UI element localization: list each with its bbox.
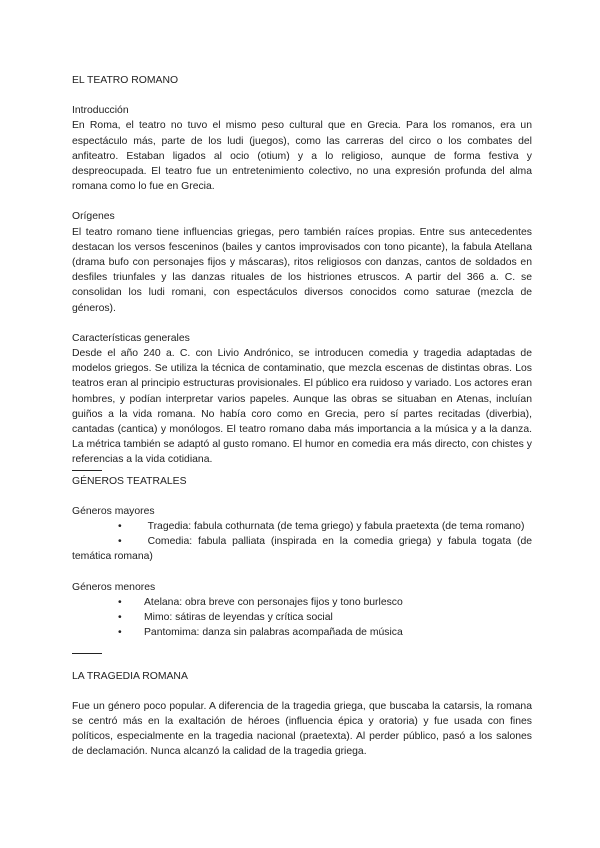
generos-menores-item-1 — [72, 595, 532, 610]
generos-mayores-item-2 — [72, 534, 532, 564]
bullet: • — [118, 596, 122, 608]
list-item-text: Pantomima: danza sin palabras acompañada de música — [144, 627, 403, 639]
tragedia-heading: LA TRAGEDIA ROMANA — [72, 670, 188, 682]
generos-heading: GÉNEROS TEATRALES — [72, 475, 187, 487]
generos-mayores-item-1 — [72, 519, 532, 534]
tragedia-paragraph: Fue un género poco popular. A diferencia de la tragedia griega, que buscaba la catarsis, la romana se centró más en la exaltación de héroes (influencia épica y oratoria) y fue usada con fines políticos, especialmente en la tragedia nacional (praetexta). Al perder público, pasó a los salones de declamación. Nunca alcanzó la calidad de la tragedia griega. — [72, 700, 532, 758]
bullet: • — [118, 521, 122, 533]
bullet: • — [118, 627, 122, 639]
bullet: • — [118, 536, 122, 548]
intro-paragraph: En Roma, el teatro no tuvo el mismo peso cultural que en Grecia. Para los romanos, era un espectáculo más, parte de los ludi (juegos), como las carreras del circo o los combates del anfiteatro. Estaban ligados al ocio (otium) y a lo religioso, aunque de forma festiva y despreocupada. El teatro fue un entretenimiento colectivo, no una expresión profunda del alma romana como lo fue en Grecia. — [72, 120, 532, 193]
caracteristicas-heading: Características generales — [72, 332, 190, 344]
list-item-text: Mimo: sátiras de leyendas y crítica social — [144, 612, 333, 624]
generos-menores-heading: Géneros menores — [72, 581, 156, 593]
document-page — [72, 73, 532, 760]
generos-menores-item-3 — [72, 625, 532, 640]
origenes-heading: Orígenes — [72, 211, 115, 223]
caracteristicas-paragraph: Desde el año 240 a. C. con Livio Andrónico, se introducen comedia y tragedia adaptadas de modelos griegos. Se utiliza la técnica de contaminatio, que mezcla escenas de distintas obras. Los teatros eran al principio estructuras provisionales. El público era ruidoso y variado. Los actores eran hombres, y podían interpretar varios papeles. Aunque las obras se situaban en Atenas, incluían guiños a la vida romana. No había coro como en Grecia, pero sí partes recitadas (diverbia), cantadas (cantica) y monólogos. El teatro romano daba más importancia a la música y a la danza. La métrica también se adaptó al gusto romano. El humor en comedia era más directo, con chistes y referencias a la vida cotidiana. — [72, 348, 532, 466]
document-title: EL TEATRO ROMANO — [72, 75, 179, 86]
generos-mayores-heading: Géneros mayores — [72, 505, 155, 517]
origenes-paragraph: El teatro romano tiene influencias griegas, pero también raíces propias. Entre sus antecedentes destacan los versos fesceninos (bailes y cantos improvisados con tono picante), la fabula Atellana (drama bufo con personajes fijos y máscaras), ritos religiosos con danzas, cantos de soldados en desfiles triunfales y las danzas rituales de los histriones etruscos. A partir del 366 a. C. se consolidan los ludi romani, con espectáculos diversos conocidos como saturae (mezcla de géneros). — [72, 226, 532, 314]
generos-menores-item-2 — [72, 610, 532, 625]
intro-heading: Introducción — [72, 105, 129, 117]
list-item-text: Atelana: obra breve con personajes fijos y tono burlesco — [144, 596, 403, 608]
bullet: • — [118, 612, 122, 624]
section-divider — [72, 470, 102, 471]
list-item-text: Tragedia: fabula cothurnata (de tema griego) y fabula praetexta (de tema romano) — [147, 521, 525, 533]
list-item-text: Comedia: fabula palliata (inspirada en la comedia griega) y fabula togata (de temática romana) — [72, 536, 532, 563]
